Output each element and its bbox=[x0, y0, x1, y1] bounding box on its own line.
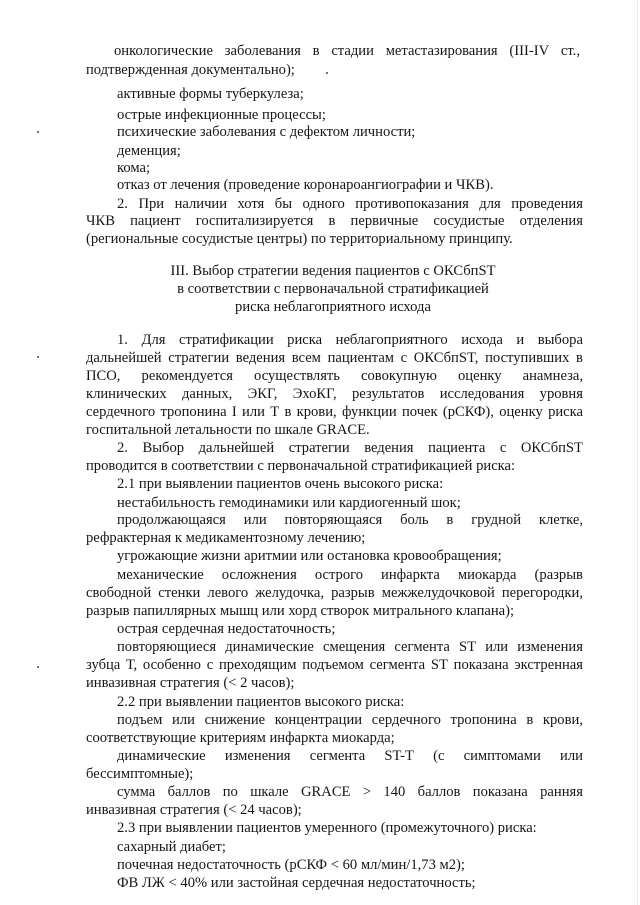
text-line: повторяющиеся динамические смещения сегмента ST или изменения bbox=[117, 639, 583, 655]
text-line: деменция; bbox=[117, 143, 181, 159]
text-line: сердечного тропонина I или Т в крови, функции почек (рСКФ), оценку риска bbox=[86, 404, 583, 420]
text-line: разрыв папиллярных мышц или хорд створок митрального клапана); bbox=[86, 603, 515, 619]
text-line: клинических данных, ЭКГ, ЭхоКГ, результатов исследования уровня bbox=[86, 386, 583, 402]
text-line: 2.3 при выявлении пациентов умеренного (промежуточного) риска: bbox=[117, 820, 537, 836]
section-heading: III. Выбор стратегии ведения пациентов с ОКСбпST bbox=[170, 263, 496, 279]
text-line: подтвержденная документально); bbox=[86, 62, 295, 78]
text-line: инвазивная стратегия (< 24 часов); bbox=[86, 802, 302, 818]
text-line: динамические изменения сегмента ST-T (с симптомами или bbox=[117, 748, 583, 764]
scan-speck bbox=[37, 666, 39, 668]
text-line: почечная недостаточность (рСКФ < 60 мл/мин/1,73 м2); bbox=[117, 857, 465, 873]
text-line: онкологические заболевания в стадии метастазирования (III-IV ст., bbox=[114, 43, 580, 59]
text-line: свободной стенки левого желудочка, разрыв межжелудочковой перегородки, bbox=[86, 585, 583, 601]
text-line: кома; bbox=[117, 160, 151, 176]
text-line: продолжающаяся или повторяющаяся боль в грудной клетке, bbox=[117, 512, 583, 528]
text-line: ЧКВ пациент госпитализируется в первичные сосудистые отделения bbox=[86, 213, 583, 229]
text-line: рефрактерная к медикаментозному лечению; bbox=[86, 530, 366, 546]
text-line: ФВ ЛЖ < 40% или застойная сердечная недостаточность; bbox=[117, 875, 476, 891]
text-line: сахарный диабет; bbox=[117, 839, 226, 855]
text-line: психические заболевания с дефектом личности; bbox=[117, 124, 416, 140]
text-line: (региональные сосудистые центры) по территориальному принципу. bbox=[86, 231, 513, 247]
text-line: 1. Для стратификации риска неблагоприятного исхода и выбора bbox=[117, 332, 583, 348]
text-line: активные формы туберкулеза; bbox=[117, 86, 304, 102]
text-line: подъем или снижение концентрации сердечного тропонина в крови, bbox=[117, 712, 583, 728]
text-line: острые инфекционные процессы; bbox=[117, 107, 326, 123]
scan-speck bbox=[37, 131, 39, 133]
text-line: механические осложнения острого инфаркта миокарда (разрыв bbox=[117, 567, 583, 583]
text-line: острая сердечная недостаточность; bbox=[117, 621, 336, 637]
text-line: сумма баллов по шкале GRACE > 140 баллов показана ранняя bbox=[117, 784, 583, 800]
text-line: 2. При наличии хотя бы одного противопоказания для проведения bbox=[117, 196, 583, 212]
text-line: нестабильность гемодинамики или кардиогенный шок; bbox=[117, 495, 461, 511]
section-heading: в соответствии с первоначальной стратификацией bbox=[177, 281, 489, 297]
text-line: инвазивная стратегия (< 2 часов); bbox=[86, 675, 295, 691]
text-line: отказ от лечения (проведение коронароангиографии и ЧКВ). bbox=[117, 177, 494, 193]
scan-speck bbox=[37, 356, 39, 358]
text-line: бессимптомные); bbox=[86, 766, 194, 782]
section-heading: риска неблагоприятного исхода bbox=[235, 299, 431, 315]
text-line: дальнейшей стратегии ведения всем пациентам с ОКСбпST, поступивших в bbox=[86, 350, 583, 366]
text-line: 2.2 при выявлении пациентов высокого риска: bbox=[117, 694, 405, 710]
text-line: 2.1 при выявлении пациентов очень высокого риска: bbox=[117, 476, 444, 492]
page-edge-shadow bbox=[637, 0, 638, 905]
text-line: 2. Выбор дальнейшей стратегии ведения пациента с ОКСбпST bbox=[117, 440, 583, 456]
text-line: госпитальной летальности по шкале GRACE. bbox=[86, 422, 370, 438]
text-line: угрожающие жизни аритмии или остановка кровообращения; bbox=[117, 548, 502, 564]
text-line: зубца Т, особенно с преходящим подъемом сегмента ST показана экстренная bbox=[86, 657, 583, 673]
text-line: соответствующие критериям инфаркта миокарда; bbox=[86, 730, 395, 746]
text-line: ПСО, рекомендуется осуществлять совокупную оценку анамнеза, bbox=[86, 368, 583, 384]
scan-speck bbox=[326, 72, 328, 74]
text-line: проводится в соответствии с первоначальной стратификацией риска: bbox=[86, 458, 516, 474]
